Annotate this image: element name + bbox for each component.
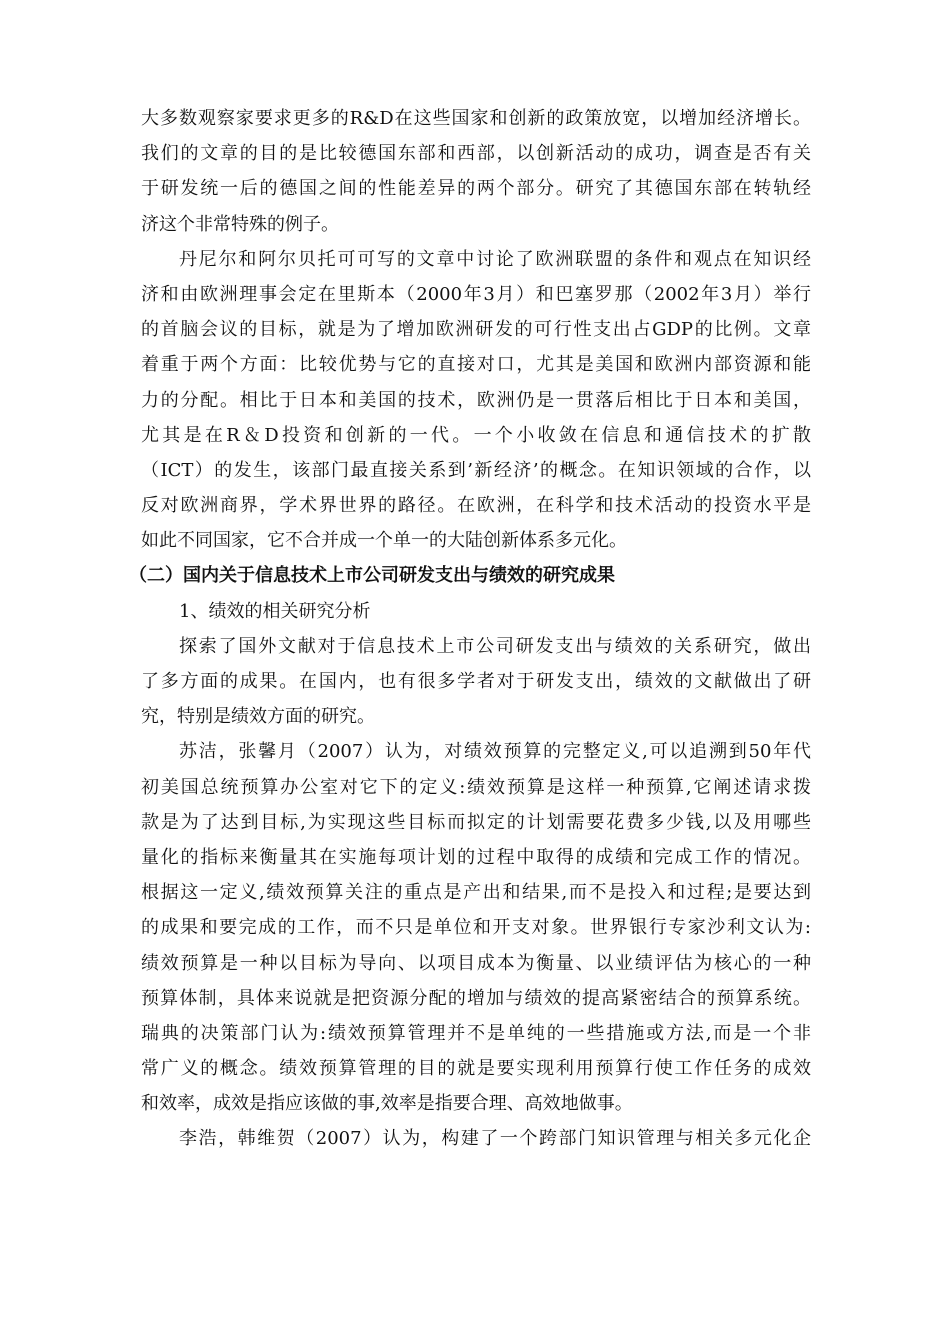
text-line: 苏洁，张馨月（2007）认为，对绩效预算的完整定义,可以追溯到50年代 — [179, 741, 811, 763]
text-line: 绩效预算是一种以目标为导向、以项目成本为衡量、以业绩评估为核心的一种 — [141, 952, 811, 974]
text-line: 常广义的概念。绩效预算管理的目的就是要实现利用预算行使工作任务的成效 — [141, 1058, 811, 1080]
text-line: 的首脑会议的目标，就是为了增加欧洲研发的可行性支出占GDP的比例。文章 — [141, 319, 811, 341]
text-line: 款是为了达到目标,为实现这些目标而拟定的计划需要花费多少钱,以及用哪些 — [141, 811, 811, 833]
text-line: 1、绩效的相关研究分析 — [179, 600, 371, 622]
line — [141, 242, 811, 277]
line — [141, 418, 811, 453]
text-line: 初美国总统预算办公室对它下的定义:绩效预算是这样一种预算,它阐述请求拨 — [141, 776, 811, 798]
line — [141, 277, 811, 312]
line — [141, 734, 811, 769]
line — [141, 910, 811, 945]
line — [141, 664, 811, 699]
text-line: 济和由欧洲理事会定在里斯本（2000年3月）和巴塞罗那（2002年3月）举行 — [141, 283, 811, 305]
paragraph — [141, 629, 811, 735]
text-line: 于研发统一后的德国之间的性能差异的两个部分。研究了其德国东部在转轨经 — [141, 178, 811, 200]
text-line: 根据这一定义,绩效预算关注的重点是产出和结果,而不是投入和过程;是要达到 — [141, 882, 811, 904]
text-line: （ICT）的发生，该部门最直接关系到’新经济’的概念。在知识领域的合作，以 — [141, 459, 811, 481]
text-line: 探索了国外文献对于信息技术上市公司研发支出与绩效的关系研究，做出 — [179, 635, 811, 657]
line — [141, 1121, 811, 1156]
text-line: 预算体制，具体来说就是把资源分配的增加与绩效的提高紧密结合的预算系统。 — [141, 987, 811, 1009]
text-line: 济这个非常特殊的例子。 — [141, 213, 339, 235]
paragraph — [141, 101, 811, 242]
paragraph — [141, 594, 811, 629]
line — [141, 312, 811, 347]
paragraph — [141, 242, 811, 559]
line — [141, 1016, 811, 1051]
text-line: 和效率，成效是指应该做的事,效率是指要合理、高效地做事。 — [141, 1093, 633, 1115]
text-line: 了多方面的成果。在国内，也有很多学者对于研发支出，绩效的文献做出了研 — [141, 671, 811, 692]
line — [141, 101, 811, 136]
line — [141, 946, 811, 981]
line — [141, 594, 811, 629]
document-body — [129, 101, 811, 1157]
line — [141, 347, 811, 382]
paragraph — [141, 1121, 811, 1156]
text-line: 究，特别是绩效方面的研究。 — [141, 706, 375, 728]
line — [141, 1051, 811, 1086]
line — [141, 981, 811, 1016]
text-line: 瑞典的决策部门认为:绩效预算管理并不是单纯的一些措施或方法,而是一个非 — [141, 1022, 811, 1044]
text-line: 尤其是在R＆D投资和创新的一代。一个小收敛在信息和通信技术的扩散 — [141, 424, 811, 446]
line — [141, 840, 811, 875]
section-heading — [129, 558, 811, 593]
text-line: 如此不同国家，它不合并成一个单一的大陆创新体系多元化。 — [141, 530, 627, 552]
line — [141, 523, 811, 558]
text-line: 反对欧洲商界，学术界世界的路径。在欧洲，在科学和技术活动的投资水平是 — [141, 495, 811, 517]
line — [141, 699, 811, 734]
text-line: 大多数观察家要求更多的R&D在这些国家和创新的政策放宽，以增加经济增长。 — [141, 108, 811, 129]
line — [141, 770, 811, 805]
line — [141, 171, 811, 206]
line — [141, 136, 811, 171]
text-line: 的成果和要完成的工作，而不只是单位和开支对象。世界银行专家沙利文认为: — [141, 917, 811, 939]
line — [141, 453, 811, 488]
text-line: 丹尼尔和阿尔贝托可可写的文章中讨论了欧洲联盟的条件和观点在知识经 — [179, 248, 811, 270]
paragraph — [141, 734, 811, 1121]
line — [141, 805, 811, 840]
text-line: 力的分配。相比于日本和美国的技术，欧洲仍是一贯落后相比于日本和美国， — [141, 389, 811, 411]
line — [129, 558, 811, 593]
line — [141, 383, 811, 418]
text-line: 李浩，韩维贺（2007）认为，构建了一个跨部门知识管理与相关多元化企 — [179, 1128, 811, 1150]
text-line: 我们的文章的目的是比较德国东部和西部，以创新活动的成功，调查是否有关 — [141, 143, 811, 165]
line — [141, 488, 811, 523]
line — [141, 629, 811, 664]
line — [141, 207, 811, 242]
text-line: 着重于两个方面：比较优势与它的直接对口，尤其是美国和欧洲内部资源和能 — [141, 354, 811, 376]
line — [141, 875, 811, 910]
line — [141, 1086, 811, 1121]
text-line: 量化的指标来衡量其在实施每项计划的过程中取得的成绩和完成工作的情况。 — [141, 846, 811, 868]
heading-text: （二）国内关于信息技术上市公司研发支出与绩效的研究成果 — [129, 565, 615, 587]
